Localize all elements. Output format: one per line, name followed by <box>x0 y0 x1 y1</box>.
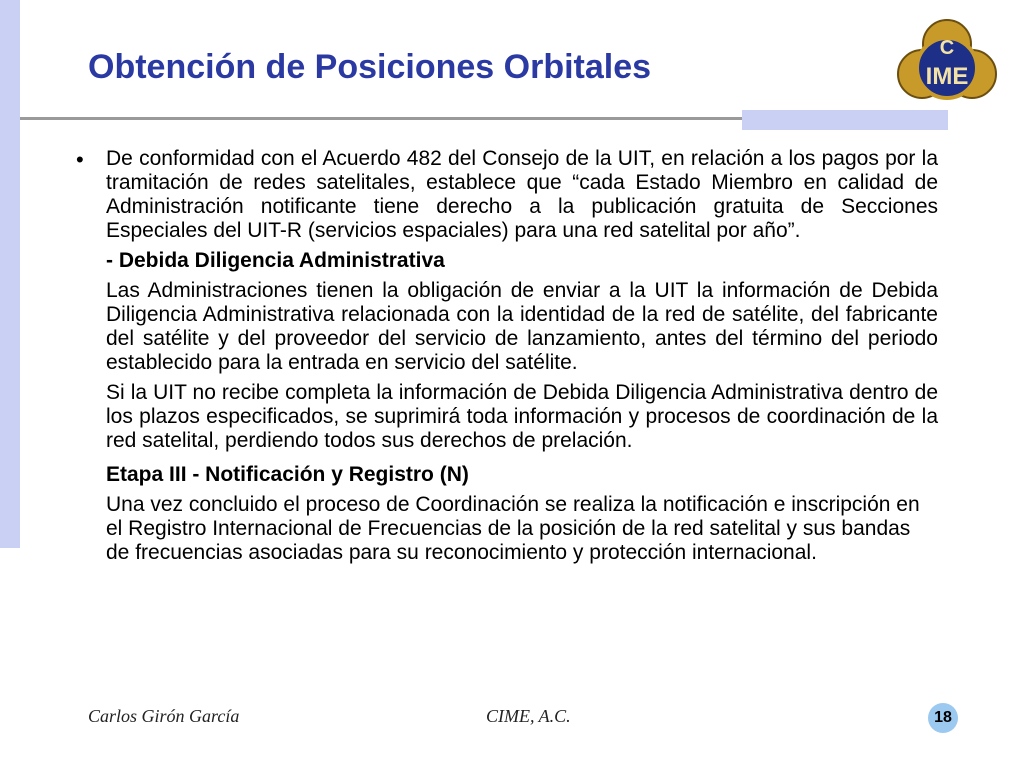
section2-heading: Etapa III - Notificación y Registro (N) <box>106 463 469 486</box>
section1-paragraph2: Si la UIT no recibe completa la información de Debida Diligencia Administrativa dentro de los plazos especificados, se suprimirá toda información y procesos de coordinación de la red satelital, perdiendo todos sus derechos de prelación. <box>106 381 938 452</box>
intro-paragraph: De conformidad con el Acuerdo 482 del Consejo de la UIT, en relación a los pagos por la tramitación de redes satelitales, establece que “cada Estado Miembro en calidad de Administración notificante tiene derecho a la publicación gratuita de Secciones Especiales del UIT-R (servicios espaciales) para una red satelital por año”. <box>106 147 938 242</box>
slide-title: Obtención de Posiciones Orbitales <box>88 48 652 86</box>
slide-body <box>106 147 938 565</box>
logo-bottom-letters: IME <box>925 63 969 90</box>
section1-paragraph1: Las Administraciones tienen la obligación de enviar a la UIT la información de Debida Diligencia Administrativa relacionada con la identidad de la red de satélite, del fabricante del satélite y del proveedor del servicio de lanzamiento, antes del término del periodo establecido para la entrada en servicio del satélite. <box>106 279 938 374</box>
footer-author: Carlos Girón García <box>88 706 240 726</box>
section2-paragraph: Una vez concluido el proceso de Coordinación se realiza la notificación e inscripción en el Registro Internacional de Frecuencias de la posición de la red satelital y sus bandas de frecuencias asociadas para su reconocimiento y protección internacional. <box>106 493 920 564</box>
logo-top-letter: C <box>939 37 955 59</box>
divider-accent-box <box>742 110 948 130</box>
footer-organization: CIME, A.C. <box>486 706 571 726</box>
bullet-marker: • <box>76 147 84 172</box>
cime-logo <box>892 10 1002 110</box>
section1-heading: - Debida Diligencia Administrativa <box>106 249 445 272</box>
page-number-badge: 18 <box>928 703 958 733</box>
left-accent-bar <box>0 0 20 548</box>
